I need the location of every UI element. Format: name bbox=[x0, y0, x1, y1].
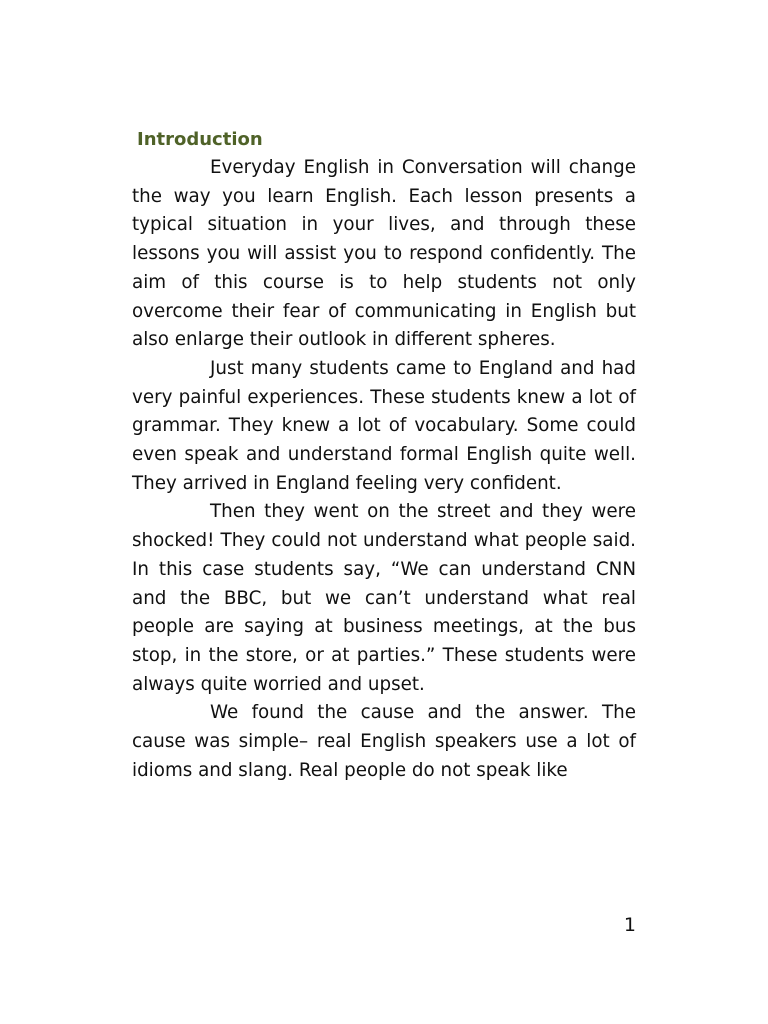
paragraph: Then they went on the street and they were shocked! They could not understand what people said. In this case students say, “We can understand CNN and the BBC, but we can’t understand what real people are saying at business meetings, at the bus stop, in the store, or at parties.” These students were always quite worried and upset. bbox=[132, 501, 636, 695]
paragraph: Everyday English in Conversation will change the way you learn English. Each lesson presents a typical situation in your lives, and through these lessons you will assist you to respond confidently. The aim of this course is to help students not only overcome their fear of communicating in English but also enlarge their outlook in different spheres. bbox=[132, 157, 636, 351]
page-number: 1 bbox=[623, 914, 636, 936]
paragraph: Just many students came to England and had very painful experiences. These students knew a lot of grammar. They knew a lot of vocabulary. Some could even speak and understand formal English quite well. They arrived in England feeling very confident. bbox=[132, 357, 636, 494]
section-heading: Introduction bbox=[137, 129, 263, 150]
paragraph: We found the cause and the answer. The cause was simple– real English speakers use a lot of idioms and slang. Real people do not speak like bbox=[132, 702, 636, 781]
body-text bbox=[132, 154, 636, 785]
